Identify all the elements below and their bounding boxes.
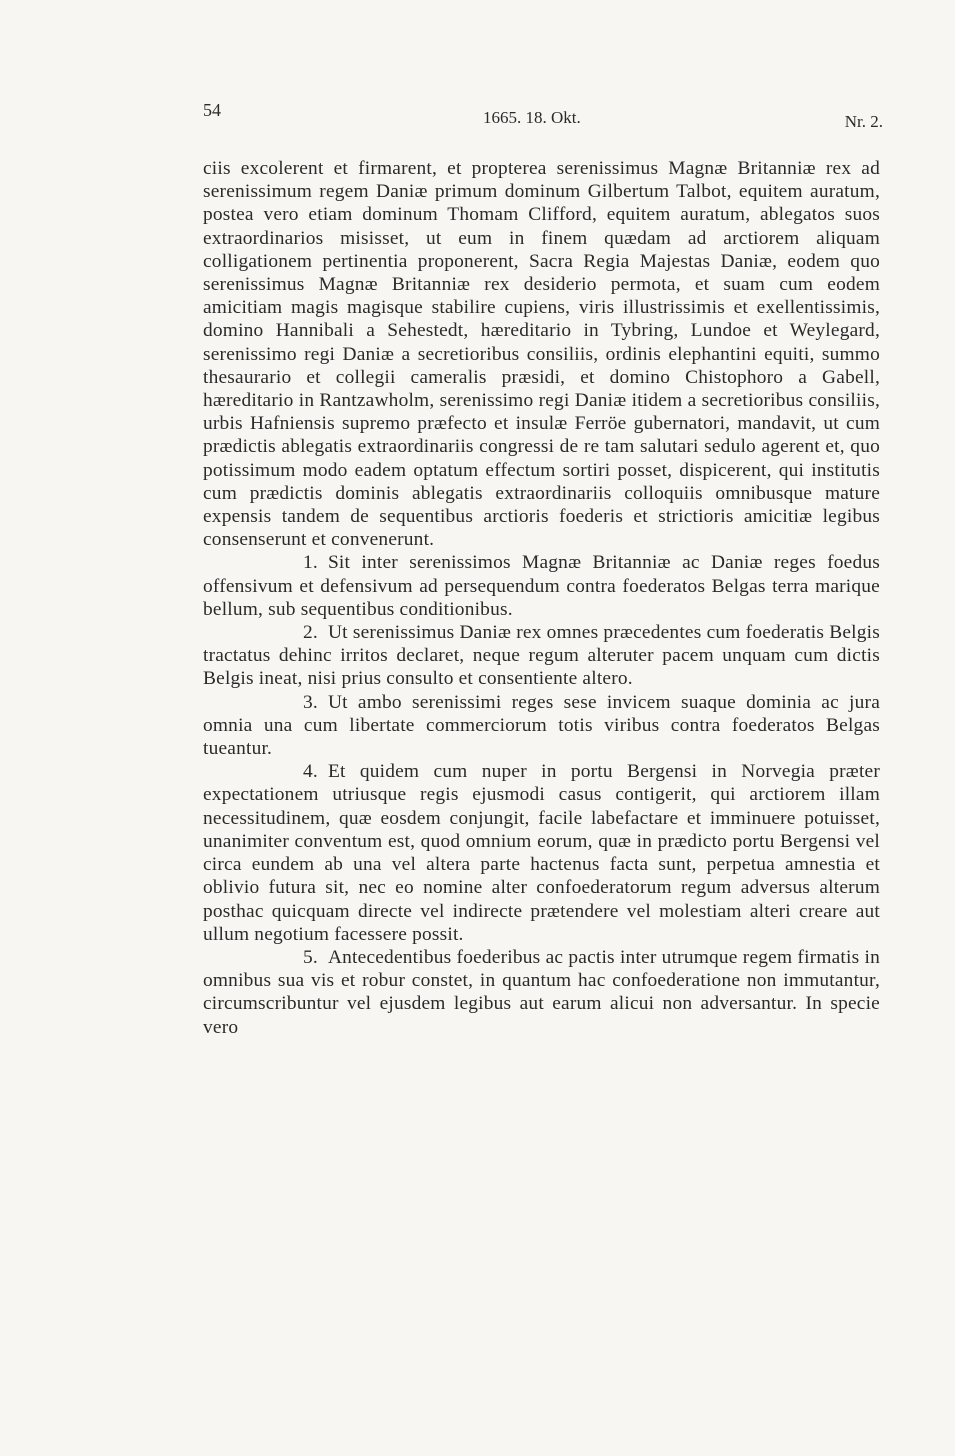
article-number: 2. xyxy=(303,622,318,644)
article-number: 1. xyxy=(303,552,318,574)
page-number: 54 xyxy=(203,100,221,120)
article-4 xyxy=(203,760,880,946)
article-number: 4. xyxy=(303,761,318,783)
page-header xyxy=(203,100,883,130)
article-text: Et quidem cum nuper in portu Bergensi in Norvegia præter expectationem utriusque regis ejusmodi casus contigerit, qui arctiorem illam necessitudinem, quæ eosdem conjungit, facile labefactare et imminuere potuisset, unanimiter conventum est, quod omnium eorum, quæ in prædicto portu Bergensi vel circa eundem ab una vel altera parte hactenus facta sunt, perpetua amnestia et oblivio futura sit, nec eo nomine alter confoederatorum regum adversus alterum posthac quicquam directe vel indirecte prætendere vel molestiam alteri creare aut ullum negotium facessere possit. xyxy=(203,761,880,945)
article-text: Ut ambo serenissimi reges sese invicem suaque dominia ac jura omnia una cum libertate commerciorum totis viribus contra foederatos Belgas tueantur. xyxy=(203,691,880,760)
article-text: Ut serenissimus Daniæ rex omnes præcedentes cum foederatis Belgis tractatus dehinc irritos declaret, neque regum alteruter pacem unquam cum dictis Belgis ineat, nisi prius consulto et consentiente altero. xyxy=(203,622,880,690)
document-number: Nr. 2. xyxy=(844,112,883,131)
article-1 xyxy=(203,551,880,621)
article-number: 5. xyxy=(303,946,318,968)
intro-paragraph: ciis excolerent et firmarent, et propterea serenissimus Magnæ Britanniæ rex ad serenissimum regem Daniæ primum dominum Gilbertum Talbot, equitem auratum, postea vero etiam dominum Thomam Clifford, equitem auratum, ablegatos suos extraordinarios misisset, ut eum in finem quædam ad arctiorem aliquam colligationem pertinentia proponerent, Sacra Regia Majestas Daniæ, eodem quo serenissimus Magnæ Britanniæ rex desiderio permota, et suam cum eodem amicitiam magis magisque stabilire cupiens, viris illustrissimis et exellentissimis, domino Hannibali a Sehestedt, hæreditario in Tybring, Lundoe et Weylegard, serenissimo regi Daniæ a secretioribus consiliis, ordinis elephantini equiti, summo thesaurario et collegii cameralis præsidi, et domino Chistophoro a Gabell, hæreditario in Rantzawholm, serenissimo regi Daniæ itidem a secretioribus consiliis, urbis Hafniensis supremo præfecto et insulæ Ferröe gubernatori, mandavit, ut cum prædictis ablegatis extraordinariis congressi de re tam salutari sedulo agerent et, quo potissimum modo eadem optatum effectum sortiri posset, dispicerent, qui institutis cum prædictis dominis ablegatis extraordinariis colloquiis omnibusque mature expensis tandem de sequentibus arctioris foederis et strictioris amicitiæ legibus consenserunt et convenerunt. xyxy=(203,158,880,551)
article-number: 3. xyxy=(303,691,318,713)
header-date: 1665. 18. Okt. xyxy=(483,108,581,127)
article-text: Antecedentibus foederibus ac pactis inter utrumque regem firmatis in omnibus sua vis et robur constet, in quantum hac confoederatione non immutantur, circumscribuntur vel ejusdem legibus aut earum alicui non adversantur. In specie vero xyxy=(203,946,880,1038)
article-5 xyxy=(203,946,880,1039)
body-text xyxy=(203,157,880,1039)
article-2 xyxy=(203,621,880,691)
article-text: Sit inter serenissimos Magnæ Britanniæ ac Daniæ reges foedus offensivum et defensivum ad persequendum contra foederatos Belgas terra marique bellum, sub sequentibus conditionibus. xyxy=(203,552,880,620)
article-3 xyxy=(203,691,880,761)
